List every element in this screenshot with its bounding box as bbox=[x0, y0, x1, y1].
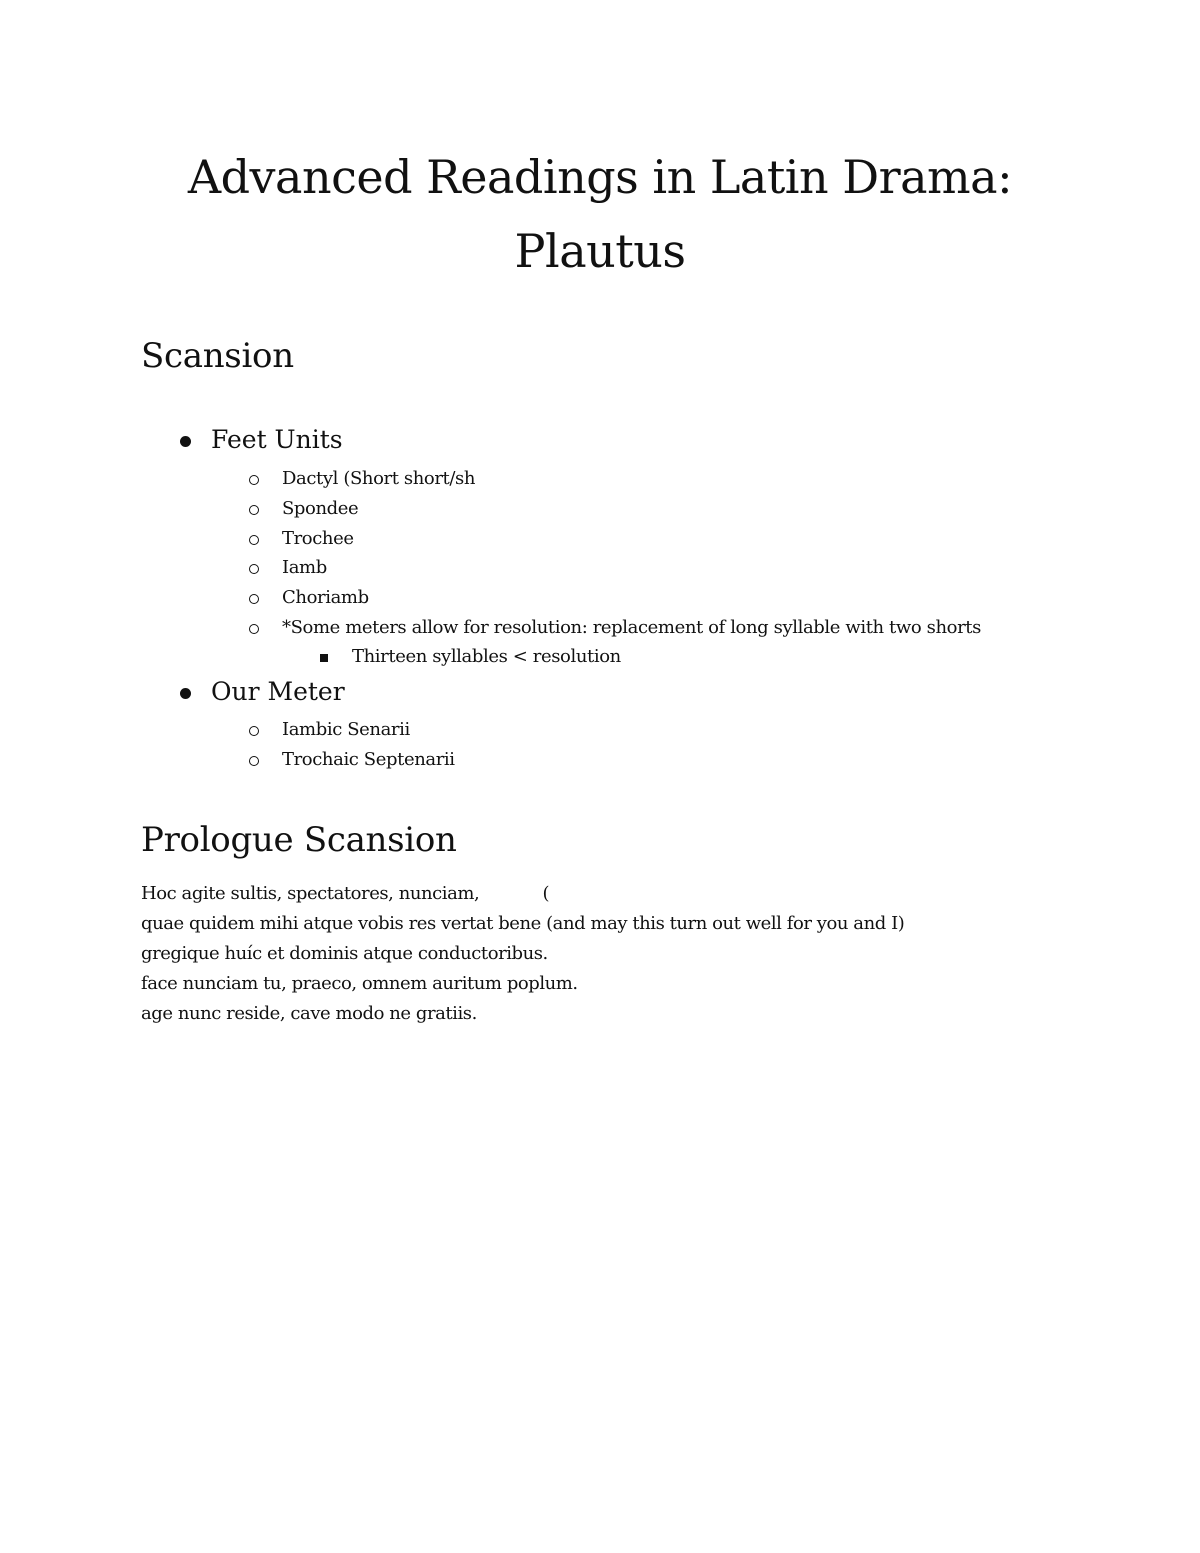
prologue-line: Hoc agite sultis, spectatores, nunciam, ( bbox=[141, 883, 550, 904]
list-item-label: Our Meter bbox=[211, 677, 345, 706]
list-item-label: Trochaic Septenarii bbox=[282, 749, 455, 770]
list-item-label: Feet Units bbox=[211, 425, 343, 454]
list-item-label: Spondee bbox=[282, 498, 359, 519]
list-item-label: Trochee bbox=[282, 528, 354, 549]
list-item-dactyl bbox=[282, 467, 475, 491]
hollow-bullet-icon bbox=[249, 624, 259, 634]
bullet-icon bbox=[180, 436, 191, 447]
title-line-1: Advanced Readings in Latin Drama: bbox=[187, 150, 1013, 204]
list-item-iambic-senarii bbox=[282, 718, 410, 742]
prologue-line: quae quidem mihi atque vobis res vertat bene (and may this turn out well for you and I) bbox=[141, 913, 905, 934]
bullet-icon bbox=[180, 688, 191, 699]
list-item-label: Dactyl (Short short/sh bbox=[282, 468, 476, 489]
list-item-label: Iambic Senarii bbox=[282, 719, 410, 740]
heading-prologue-scansion: Prologue Scansion bbox=[141, 820, 457, 860]
prologue-line: gregique huíc et dominis atque conductoribus. bbox=[141, 943, 548, 964]
hollow-bullet-icon bbox=[249, 564, 259, 574]
list-item-label: Thirteen syllables < resolution bbox=[352, 646, 621, 667]
list-item-resolution-note bbox=[282, 616, 981, 640]
hollow-bullet-icon bbox=[249, 726, 259, 736]
hollow-bullet-icon bbox=[249, 594, 259, 604]
list-item-label: Choriamb bbox=[282, 587, 369, 608]
list-item-our-meter bbox=[211, 677, 345, 707]
list-item-choriamb bbox=[282, 586, 369, 610]
list-item-iamb bbox=[282, 556, 327, 580]
hollow-bullet-icon bbox=[249, 505, 259, 515]
list-item-feet-units bbox=[211, 425, 343, 455]
list-item-trochaic-septenarii bbox=[282, 748, 455, 772]
list-item-label: Iamb bbox=[282, 557, 327, 578]
hollow-bullet-icon bbox=[249, 475, 259, 485]
list-item-thirteen-syllables bbox=[352, 645, 621, 669]
title-line-2: Plautus bbox=[514, 224, 686, 278]
hollow-bullet-icon bbox=[249, 756, 259, 766]
list-item-label: *Some meters allow for resolution: replacement of long syllable with two shorts bbox=[282, 617, 981, 638]
list-item-spondee bbox=[282, 497, 358, 521]
prologue-line: face nunciam tu, praeco, omnem auritum poplum. bbox=[141, 973, 578, 994]
heading-scansion: Scansion bbox=[141, 336, 294, 376]
hollow-bullet-icon bbox=[249, 535, 259, 545]
prologue-line: age nunc reside, cave modo ne gratiis. bbox=[141, 1003, 477, 1024]
square-bullet-icon bbox=[320, 654, 328, 662]
list-item-trochee bbox=[282, 527, 354, 551]
document-title bbox=[0, 140, 1200, 288]
